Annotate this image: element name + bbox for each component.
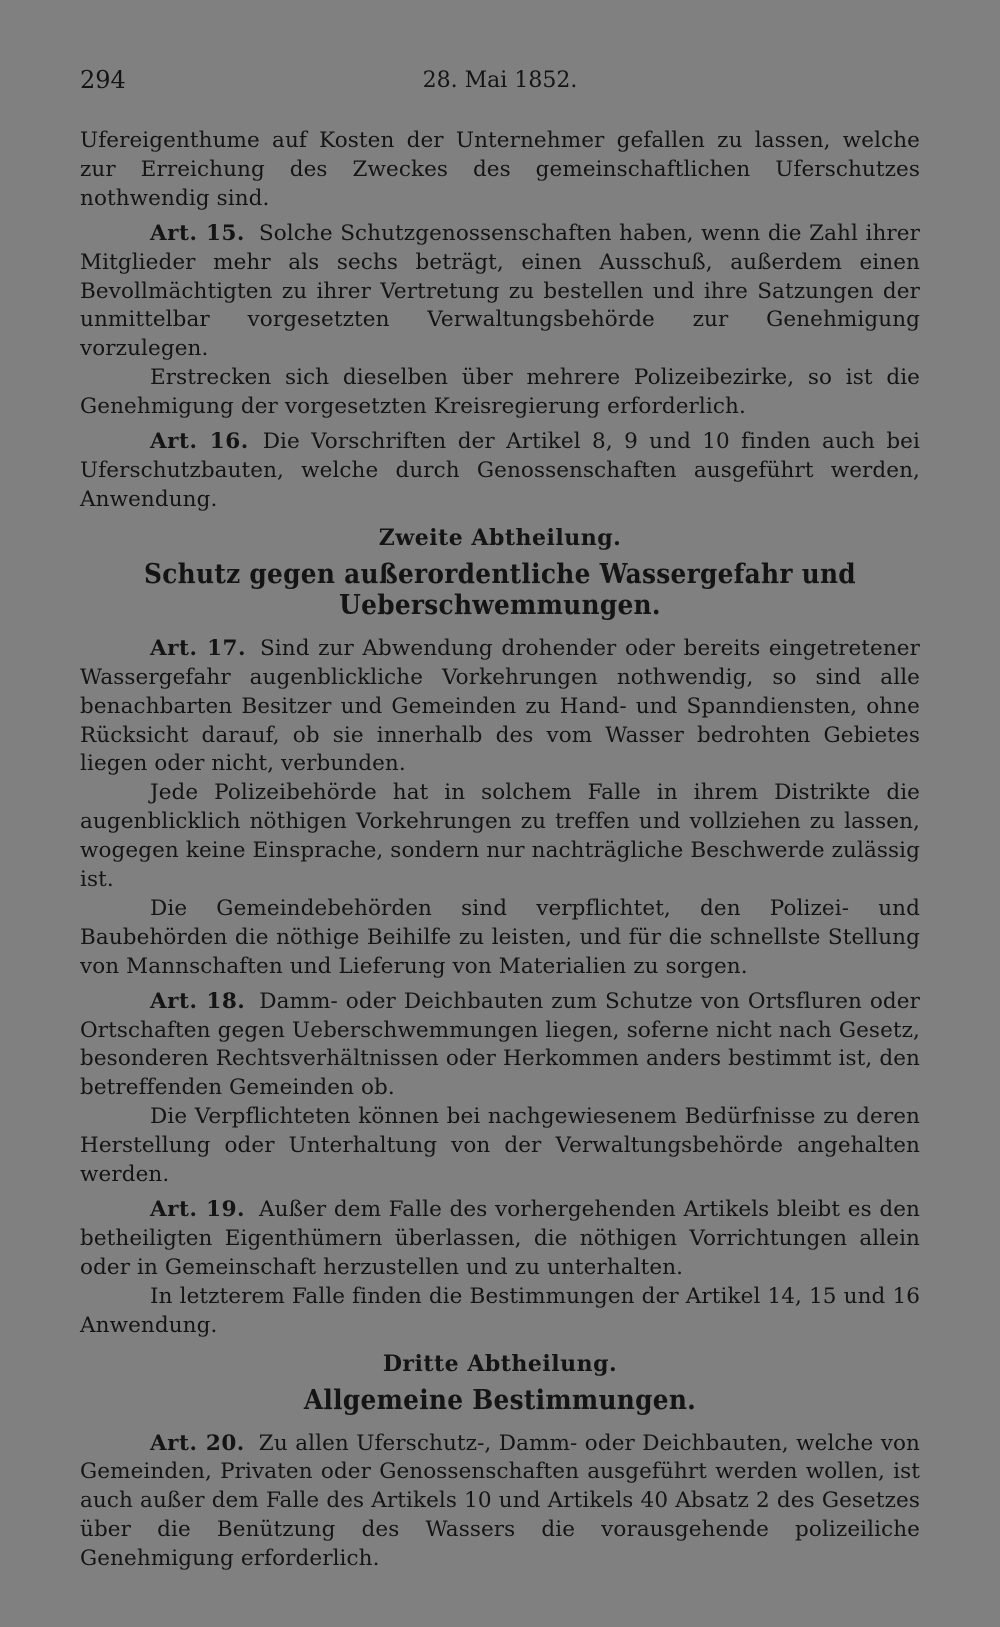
article-18 [80, 988, 920, 1104]
article-text: Außer dem Falle des vorhergehenden Artikels bleibt es den betheiligten Eigenthümern überlassen, die nöthigen Vorrichtungen allein oder in Gemeinschaft herzustellen und zu unterhalten. [80, 1197, 920, 1280]
section-subheading-3: Dritte Abtheilung. [382, 1350, 618, 1377]
article-text: Zu allen Uferschutz-, Damm- oder Deichbauten, welche von Gemeinden, Privaten oder Genossenschaften ausgeführt werden wollen, ist auch außer dem Falle des Artikels 10 und Artikels 40 Absatz 2 des Gesetzes über die Benützung des Wassers die vorausgehende polizeiliche Genehmigung erforderlich. [80, 1430, 920, 1572]
section-title-3: Allgemeine Bestimmungen. [303, 1384, 697, 1416]
article-label: Art. 15. [150, 220, 245, 246]
section-subheading-2: Zweite Abtheilung. [378, 524, 622, 551]
article-label: Art. 19. [150, 1197, 246, 1222]
article-text: Solche Schutzgenossenschaften haben, wenn die Zahl ihrer Mitglieder mehr als sechs beträgt, einen Ausschuß, außerdem einen Bevollmächtigten zu ihrer Vertretung zu bestellen und ihre Satzungen der unmittelbar vorgesetzten Verwaltungsbehörde zur Genehmigung vorzulegen. [80, 220, 920, 362]
article-text: Sind zur Abwendung drohender oder bereits eingetretener Wassergefahr augenblickliche Vorkehrungen nothwendig, so sind alle benachbarten Besitzer und Gemeinden zu Hand- und Spanndiensten, ohne Rücksicht darauf, ob sie innerhalb des vom Wasser bedrohten Gebietes liegen oder nicht, verbunden. [80, 635, 920, 777]
article-label: Art. 20. [150, 1430, 245, 1456]
article-17-paragraph-2: Jede Polizeibehörde hat in solchem Falle in ihrem Distrikte die augenblicklich nöthigen Vorkehrungen zu treffen und vollziehen zu lassen, wogegen keine Einsprache, sondern nur nachträgliche Beschwerde zulässig ist. [80, 780, 920, 893]
article-20 [80, 1430, 920, 1575]
article-15 [80, 220, 920, 365]
page-header [80, 66, 920, 102]
article-19-paragraph-2: In letzterem Falle finden die Bestimmungen der Artikel 14, 15 und 16 Anwendung. [80, 1283, 920, 1338]
section-title-2: Schutz gegen außerordentliche Wassergefahr und Ueberschwemmungen. [144, 558, 856, 621]
document-body [80, 127, 920, 1574]
article-16 [80, 428, 920, 515]
article-label: Art. 17. [150, 635, 246, 661]
article-19 [80, 1196, 920, 1283]
paragraph-continuation: Ufereigenthume auf Kosten der Unternehmer gefallen zu lassen, welche zur Erreichung des Zweckes des gemeinschaftlichen Uferschutzes nothwendig sind. [80, 128, 920, 211]
article-15-paragraph-2: Erstrecken sich dieselben über mehrere Polizeibezirke, so ist die Genehmigung der vorgesetzten Kreisregierung erforderlich. [80, 365, 920, 420]
article-label: Art. 18. [150, 988, 246, 1014]
header-date: 28. Mai 1852. [422, 68, 578, 93]
article-text: Damm- oder Deichbauten zum Schutze von Ortsfluren oder Ortschaften gegen Ueberschwemmungen liegen, soferne nicht nach Gesetz, besonderen Rechtsverhältnissen oder Herkommen anders bestimmt ist, den betreffenden Gemeinden ob. [80, 988, 920, 1101]
article-label: Art. 16. [150, 429, 249, 455]
article-17-paragraph-3: Die Gemeindebehörden sind verpflichtet, den Polizei- und Baubehörden die nöthige Beihilfe zu leisten, und für die schnellste Stellung von Mannschaften und Lieferung von Materialien zu sorgen. [80, 895, 920, 979]
article-17 [80, 635, 920, 780]
page-number: 294 [80, 66, 126, 94]
article-18-paragraph-2: Die Verpflichteten können bei nachgewiesenem Bedürfnisse zu deren Herstellung oder Unterhaltung von der Verwaltungsbehörde angehalten werden. [80, 1104, 920, 1188]
article-text: Die Vorschriften der Artikel 8, 9 und 10 finden auch bei Uferschutzbauten, welche durch Genossenschaften ausgeführt werden, Anwendung. [80, 429, 920, 512]
